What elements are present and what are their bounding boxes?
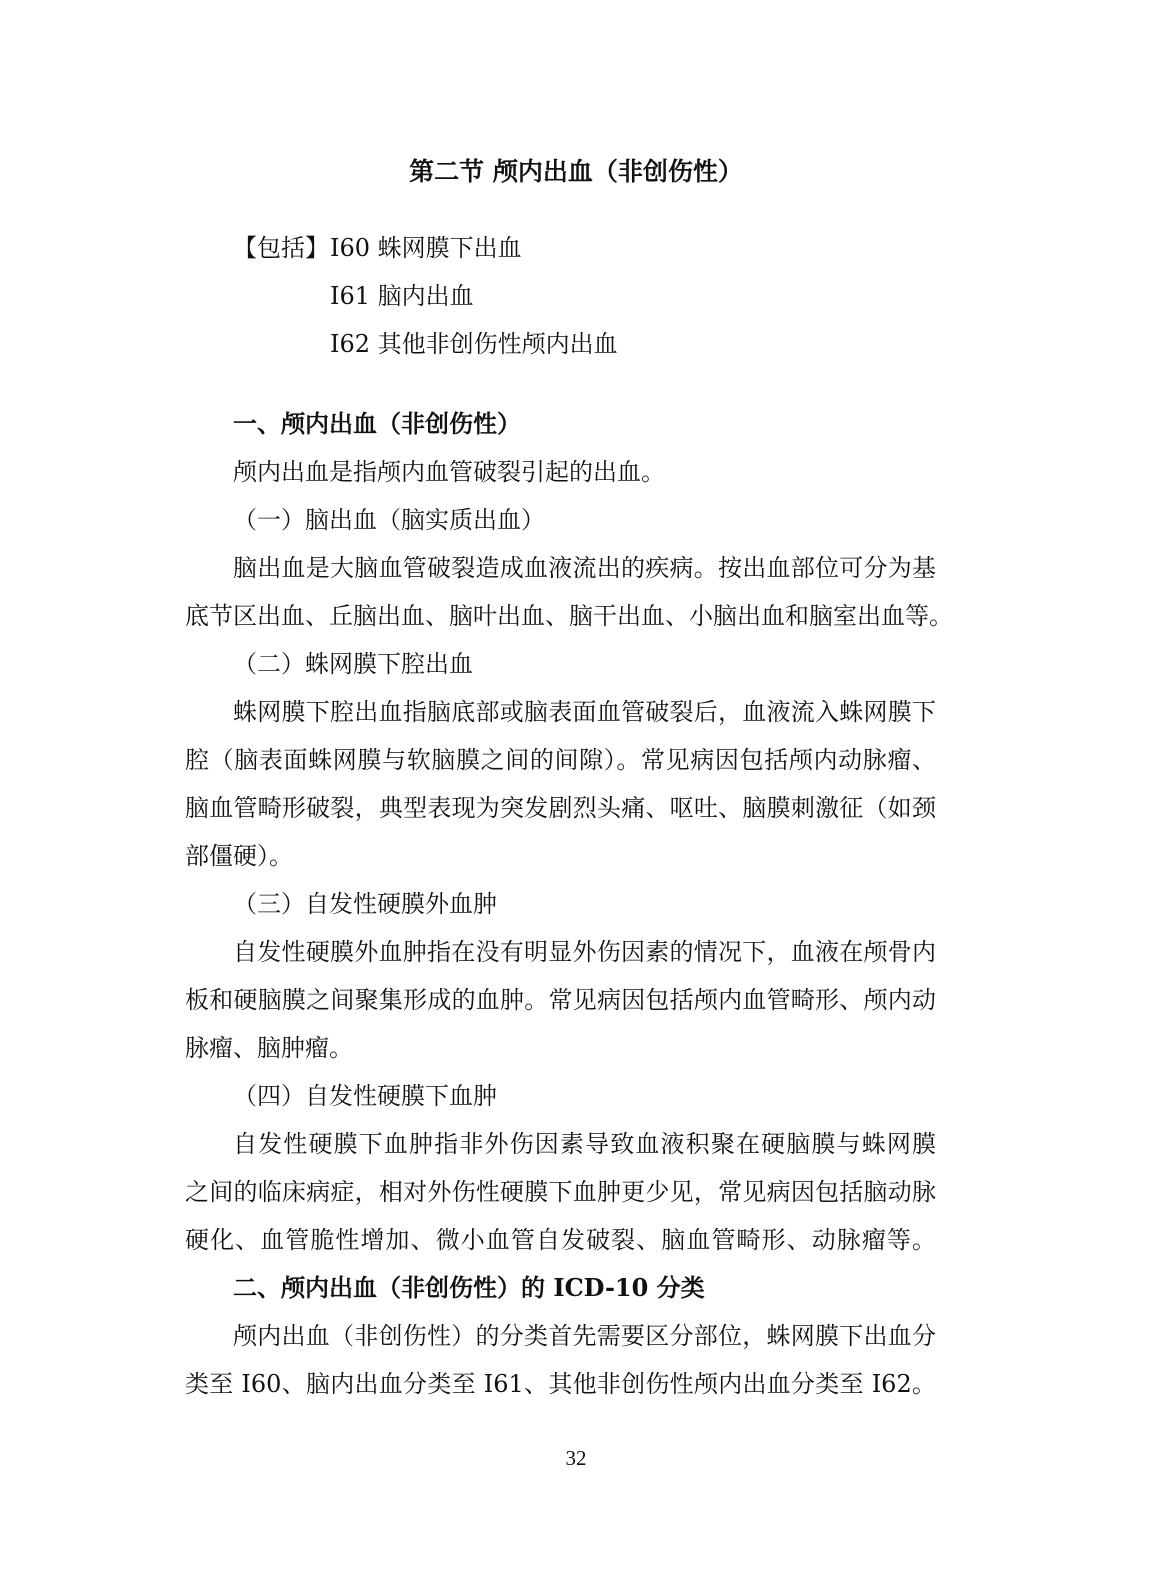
sub2-line-1: 蛛网膜下腔出血指脑底部或脑表面血管破裂后，血液流入蛛网膜下 — [233, 698, 936, 726]
part2-line-1: 颅内出血（非创伤性）的分类首先需要区分部位，蛛网膜下出血分 — [233, 1322, 936, 1350]
includes-label: 【包括】 — [233, 234, 329, 262]
sub2-line-4: 部僵硬）。 — [185, 842, 293, 870]
sub3-line-2: 板和硬脑膜之间聚集形成的血肿。常见病因包括颅内血管畸形、颅内动 — [185, 986, 936, 1014]
sub1-line-2: 底节区出血、丘脑出血、脑叶出血、脑干出血、小脑出血和脑室出血等。 — [185, 602, 953, 630]
sub2-line-3: 脑血管畸形破裂，典型表现为突发剧烈头痛、呕吐、脑膜刺激征（如颈 — [185, 794, 936, 822]
sub3-heading: （三）自发性硬膜外血肿 — [233, 890, 497, 918]
includes-item-i60: I60 蛛网膜下出血 — [330, 234, 522, 262]
includes-item-i62: I62 其他非创伤性颅内出血 — [330, 330, 618, 358]
part2-line-2: 类至 I60、脑内出血分类至 I61、其他非创伤性颅内出血分类至 I62。 — [185, 1370, 936, 1398]
part1-intro: 颅内出血是指颅内血管破裂引起的出血。 — [233, 458, 665, 486]
part2-heading: 二、颅内出血（非创伤性）的 ICD-10 分类 — [233, 1273, 705, 1302]
sub1-line-1: 脑出血是大脑血管破裂造成血液流出的疾病。按出血部位可分为基 — [233, 554, 936, 582]
sub3-line-1: 自发性硬膜外血肿指在没有明显外伤因素的情况下，血液在颅骨内 — [233, 938, 936, 966]
sub1-heading: （一）脑出血（脑实质出血） — [233, 506, 545, 534]
part1-heading: 一、颅内出血（非创伤性） — [233, 409, 521, 438]
sub3-line-3: 脉瘤、脑肿瘤。 — [185, 1034, 353, 1062]
includes-item-i61: I61 脑内出血 — [330, 282, 474, 310]
sub4-line-2: 之间的临床病症，相对外伤性硬膜下血肿更少见，常见病因包括脑动脉 — [185, 1178, 936, 1206]
sub2-line-2: 腔（脑表面蛛网膜与软脑膜之间的间隙）。常见病因包括颅内动脉瘤、 — [185, 746, 936, 774]
sub4-line-1: 自发性硬膜下血肿指非外伤因素导致血液积聚在硬脑膜与蛛网膜 — [233, 1130, 936, 1158]
page-number: 32 — [565, 1446, 587, 1470]
sub4-heading: （四）自发性硬膜下血肿 — [233, 1082, 497, 1110]
section-title: 第二节 颅内出血（非创伤性） — [409, 157, 743, 186]
sub4-line-3: 硬化、血管脆性增加、微小血管自发破裂、脑血管畸形、动脉瘤等。 — [185, 1226, 936, 1254]
sub2-heading: （二）蛛网膜下腔出血 — [233, 650, 473, 678]
